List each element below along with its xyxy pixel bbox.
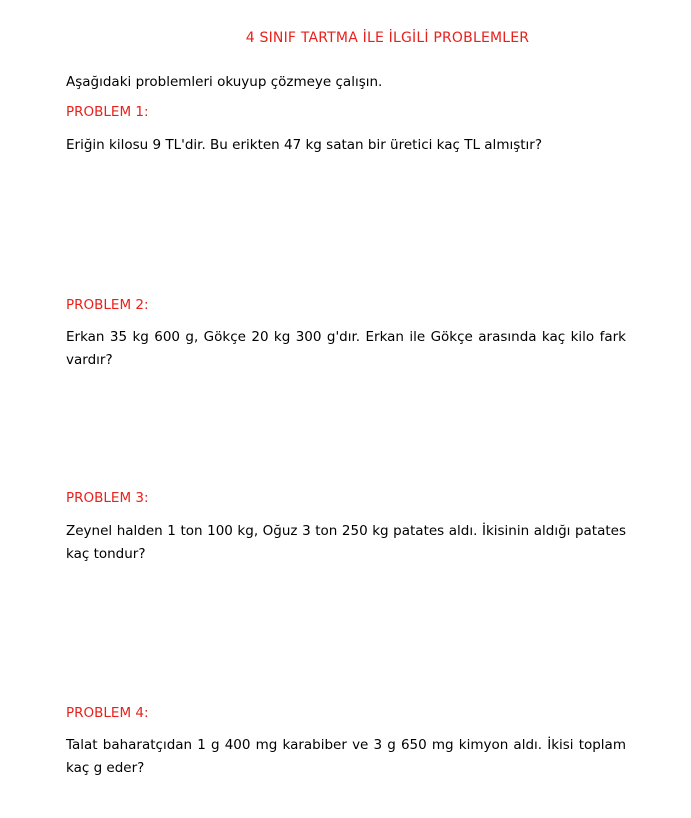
page-title: 4 SINIF TARTMA İLE İLGİLİ PROBLEMLER [245, 30, 530, 46]
problem-1-line-1: Eriğin kilosu 9 TL'dir. Bu erikten 47 kg satan bir üretici kaç TL almıştır? [66, 137, 543, 153]
instructions-text: Aşağıdaki problemleri okuyup çözmeye çalışın. [66, 74, 383, 90]
problem-4-question [66, 734, 626, 780]
problem-1-heading: PROBLEM 1: [66, 104, 149, 120]
problem-2-line-2: vardır? [66, 352, 113, 368]
problem-4-heading: PROBLEM 4: [66, 705, 149, 721]
problem-2-question [66, 326, 626, 372]
problem-3-line-2: kaç tondur? [66, 546, 146, 562]
problem-4-line-2: kaç g eder? [66, 760, 145, 776]
problem-3-heading: PROBLEM 3: [66, 490, 149, 506]
problem-3-question [66, 520, 626, 566]
problem-2-line-1: Erkan 35 kg 600 g, Gökçe 20 kg 300 g'dır. Erkan ile Gökçe arasında kaç kilo fark [66, 329, 626, 345]
problem-4-line-1: Talat baharatçıdan 1 g 400 mg karabiber ve 3 g 650 mg kimyon aldı. İkisi toplam [66, 737, 626, 753]
problem-3-line-1: Zeynel halden 1 ton 100 kg, Oğuz 3 ton 250 kg patates aldı. İkisinin aldığı patates [66, 523, 626, 539]
problem-1-question [66, 134, 626, 157]
problem-2-heading: PROBLEM 2: [66, 297, 149, 313]
